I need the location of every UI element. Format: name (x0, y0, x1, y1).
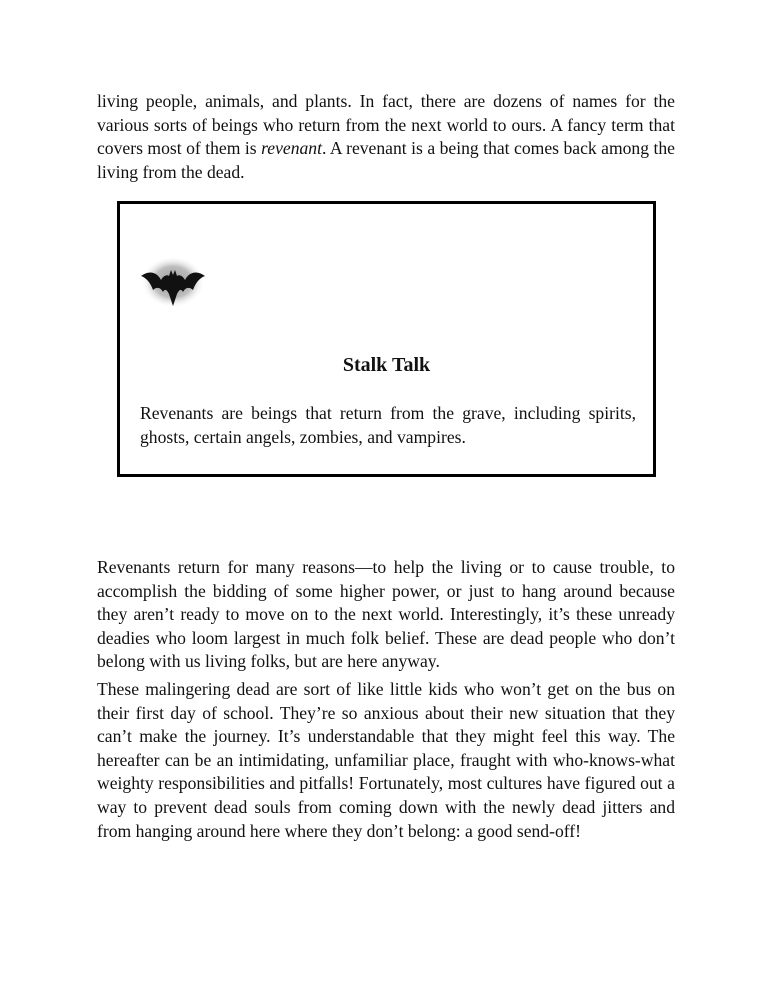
bat-icon (139, 254, 207, 314)
stalk-talk-sidebar (117, 201, 656, 477)
intro-text-end: . A revenant is a being that comes back among the living from the dead. (97, 138, 675, 182)
intro-paragraph (97, 90, 675, 184)
revenant-term: revenant (261, 138, 322, 159)
sidebar-title: Stalk Talk (342, 354, 431, 376)
sidebar-text: Revenants are beings that return from the grave, including spirits, ghosts, certain angels, zombies, and vampires. (140, 403, 636, 447)
intro-text-start: living people, animals, and plants. In fact, there are dozens of names for the various sorts of beings who return from the next world to ours. A fancy term that covers most of them is (97, 91, 675, 159)
body-paragraph: These malingering dead are sort of like little kids who won’t get on the bus on their first day of school. They’re so anxious about their new situation that they can’t make the journey. It’s understandable that they might feel this way. The hereafter can be an intimidating, unfamiliar place, fraught with who-knows-what weighty responsibilities and pitfalls! Fortunately, most cultures have figured out a way to prevent dead souls from coming down with the newly dead jitters and from hanging around here where they don’t belong: a good send-off! (97, 679, 675, 841)
body-paragraph: Revenants return for many reasons—to help the living or to cause trouble, to accomplish the bidding of some higher power, or just to hang around because they aren’t ready to move on to the next world. Interestingly, it’s these unready deadies who loom largest in much folk belief. These are dead people who don’t belong with us living folks, but are here anyway. (97, 557, 675, 672)
